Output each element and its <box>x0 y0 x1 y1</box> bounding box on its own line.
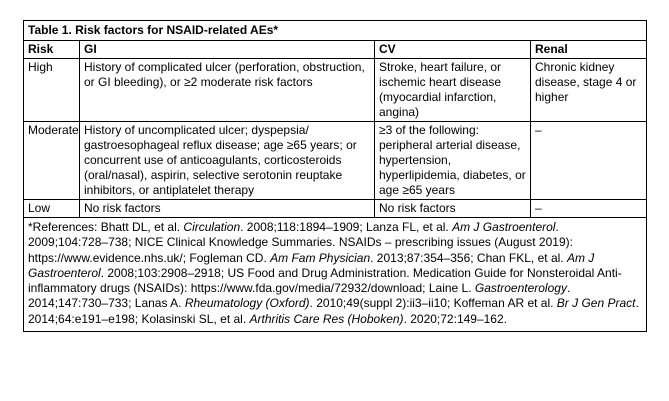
cv-cell: ≥3 of the following: peripheral arterial disease, hypertension, hyperlipidemia, diabetes, or age ≥65 years <box>375 122 531 200</box>
ref-journal: Gastroenterology <box>474 281 567 296</box>
renal-cell: – <box>531 122 647 200</box>
header-cv: CV <box>375 41 531 59</box>
ref-text: . 2020;72:149–162. <box>403 311 507 326</box>
header-gi: GI <box>80 41 375 59</box>
ref-text: . 2008;118:1894–1909; Lanza FL, et al. <box>240 220 453 234</box>
risk-factors-table <box>23 20 647 332</box>
risk-level-cell: Low <box>24 200 80 218</box>
gi-cell: History of uncomplicated ulcer; dyspepsia/ gastroesophageal reflux disease; age ≥65 years; or concurrent use of anticoagulants, corticosteroids (oral/nasal), aspirin, selective serotonin reuptake inhibitors, or antiplatelet therapy <box>80 122 375 200</box>
table-row-low <box>24 200 647 218</box>
ref-text: . 2008;103:2908–2918; US Food and Drug Administration. Medication Guide for Nonsteroidal Anti-inflammatory drugs (NSAIDs): https://www.fda.gov/media/72932/download; Laine L. <box>28 265 622 296</box>
renal-cell: – <box>531 200 647 218</box>
ref-journal: Am J Gastroenterol <box>452 220 556 234</box>
risk-level-cell: High <box>24 59 80 122</box>
ref-text: . 2013;87:354–356; Chan FKL, et al. <box>370 250 567 265</box>
gi-cell: History of complicated ulcer (perforation, obstruction, or GI bleeding), or ≥2 moderate risk factors <box>80 59 375 122</box>
renal-cell: Chronic kidney disease, stage 4 or higher <box>531 59 647 122</box>
ref-text: . 2010;49(suppl 2):ii3–ii10; Koffeman AR et al. <box>309 296 557 311</box>
header-renal: Renal <box>531 41 647 59</box>
ref-journal: Am J Gastroenterol <box>28 250 595 280</box>
cv-cell: No risk factors <box>375 200 531 218</box>
ref-journal: Rheumatology (Oxford) <box>184 296 310 311</box>
ref-journal: Br J Gen Pract <box>556 296 636 311</box>
risk-factors-table-container <box>23 20 646 332</box>
ref-journal: Arthritis Care Res (Hoboken) <box>249 311 404 326</box>
table-row-high <box>24 59 647 122</box>
header-risk: Risk <box>24 41 80 59</box>
table-row-moderate <box>24 122 647 200</box>
ref-text: . 2014;64:e191–e198; Kolasinski SL, et al. <box>28 296 639 326</box>
ref-journal: Circulation <box>183 220 241 234</box>
references-footnote <box>24 218 647 332</box>
gi-cell: No risk factors <box>80 200 375 218</box>
cv-cell: Stroke, heart failure, or ischemic heart disease (myocardial infarction, angina) <box>375 59 531 122</box>
table-title: Table 1. Risk factors for NSAID-related AEs* <box>24 21 647 41</box>
risk-level-cell: Moderate <box>24 122 80 200</box>
ref-journal: Am Fam Physician <box>270 250 371 265</box>
ref-text: . 2014;147:730–733; Lanas A. <box>28 281 571 311</box>
ref-text: . 2009;104:728–738; NICE Clinical Knowledge Summaries. NSAIDs – prescribing issues (August 2019): https://www.evidence.nhs.uk/; Fogleman CD. <box>28 220 573 265</box>
ref-text: *References: Bhatt DL, et al. <box>28 220 184 234</box>
